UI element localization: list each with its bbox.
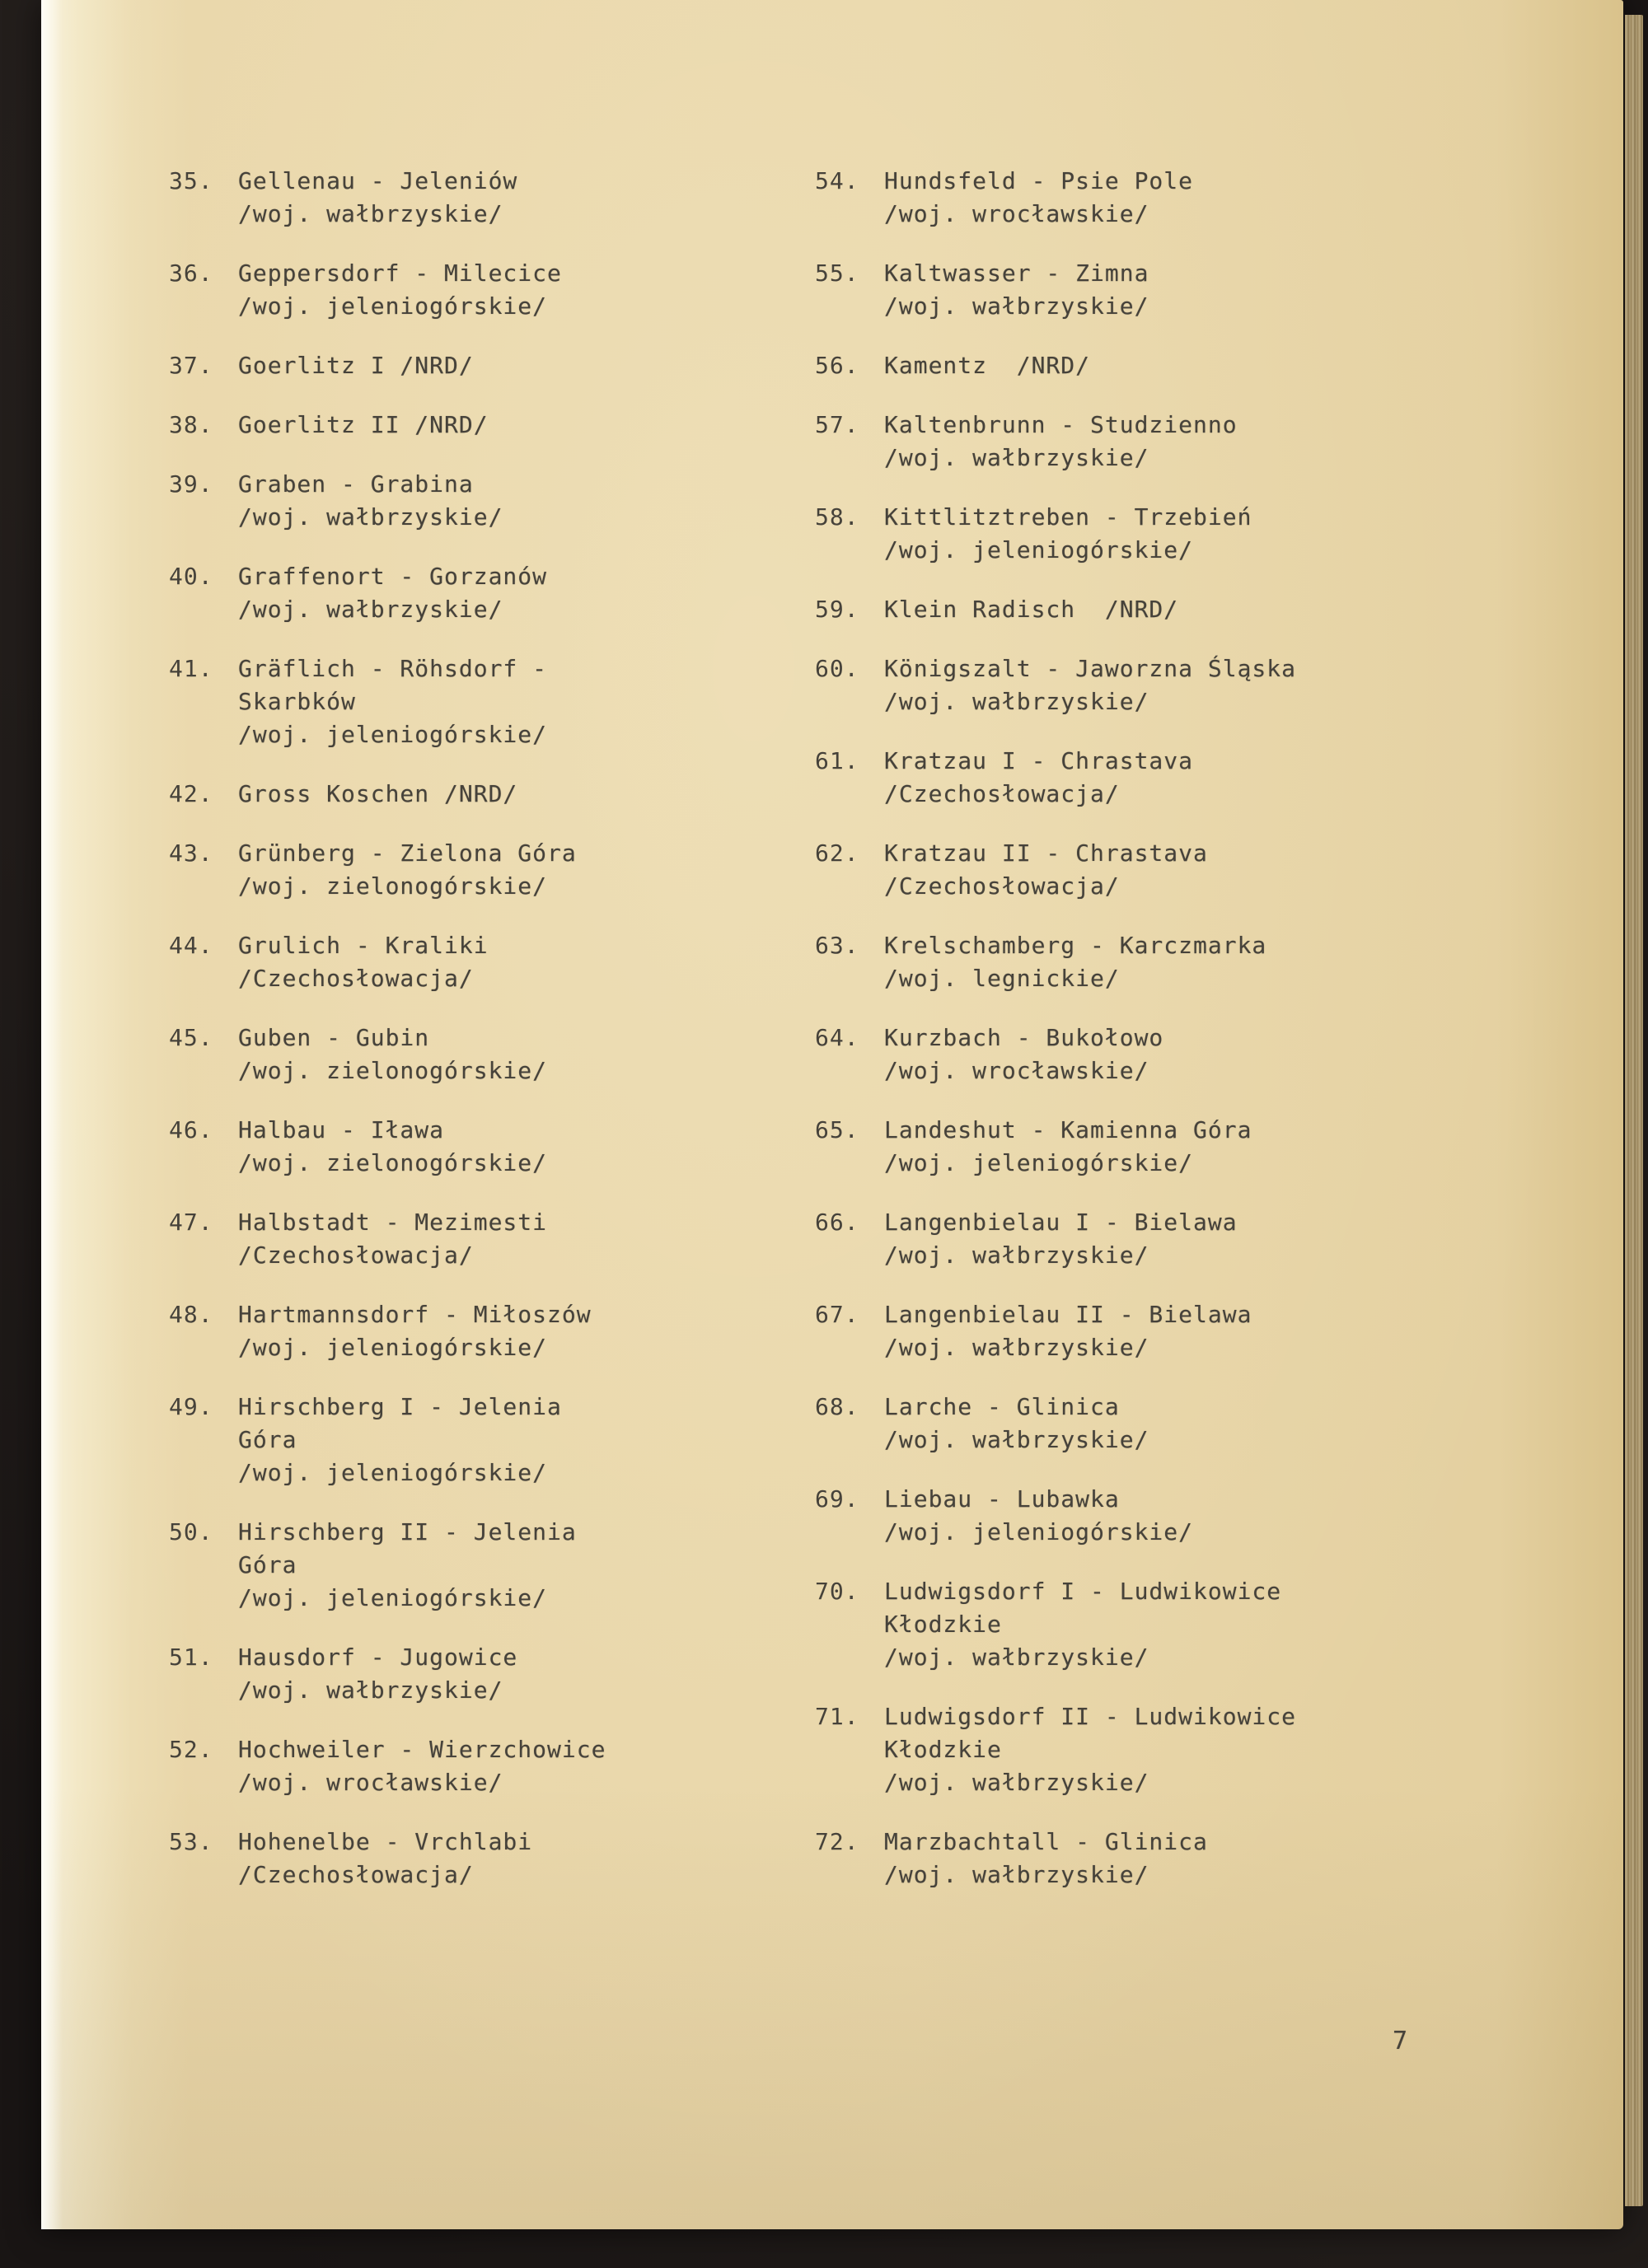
entry-line: Halbau - Iława [238,1116,445,1143]
entry-line: Kratzau II - Chrastava [884,839,1208,867]
entry-line: /Czechosłowacja/ [238,1242,474,1269]
entry-lines [238,1206,770,1272]
entry-number: 44. [169,932,213,959]
entry-line: Grulich - Kraliki [238,932,489,959]
entry-lines [238,1391,770,1489]
list-entry [169,1641,770,1707]
entry-line: Ludwigsdorf I - Ludwikowice [884,1578,1282,1605]
entry-line: /woj. wrocławskie/ [884,1057,1149,1084]
entry-line: /woj. zielonogórskie/ [238,1057,548,1084]
entry-number: 37. [169,352,213,379]
entry-line: Kurzbach - Bukołowo [884,1024,1164,1051]
entry-line: Langenbielau I - Bielawa [884,1209,1238,1236]
entry-line: Kamentz /NRD/ [884,352,1091,379]
entry-lines [884,1022,1466,1087]
entry-line: Hohenelbe - Vrchlabi [238,1828,533,1855]
entry-number: 63. [815,932,859,959]
entry-lines [238,349,770,382]
entry-line: /woj. wałbrzyskie/ [884,1426,1149,1453]
entry-number: 69. [815,1485,859,1513]
entry-number: 46. [169,1116,213,1143]
entry-number: 40. [169,563,213,590]
entry-line: Góra [238,1426,297,1453]
entry-number: 42. [169,780,213,807]
page-number: 7 [1393,2027,1409,2055]
entry-line: Hochweiler - Wierzchowice [238,1736,606,1763]
entry-line: /woj. zielonogórskie/ [238,872,548,900]
entry-number: 47. [169,1209,213,1236]
entry-line: /woj. wałbrzyskie/ [884,1334,1149,1361]
entry-lines [884,1298,1466,1364]
entry-number: 54. [815,167,859,194]
entry-line: Geppersdorf - Milecice [238,260,562,287]
entry-line: Ludwigsdorf II - Ludwikowice [884,1703,1297,1730]
list-entry [169,837,770,903]
entry-line: Goerlitz I /NRD/ [238,352,474,379]
entry-number: 70. [815,1578,859,1605]
list-entry [815,165,1466,231]
entry-lines [884,652,1466,718]
entry-number: 58. [815,503,859,531]
entry-line: /woj. legnickie/ [884,965,1120,992]
entry-line: Gellenau - Jeleniów [238,167,518,194]
entry-number: 48. [169,1301,213,1328]
entry-line: Grünberg - Zielona Góra [238,839,577,867]
entry-lines [884,1391,1466,1457]
entry-line: /woj. jeleniogórskie/ [238,1334,548,1361]
list-entry [169,468,770,534]
entry-number: 50. [169,1518,213,1546]
list-entry [169,1022,770,1087]
list-entry [815,1700,1466,1799]
entry-line: Hirschberg II - Jelenia [238,1518,577,1546]
entry-lines [884,745,1466,811]
entry-number: 67. [815,1301,859,1328]
entry-number: 62. [815,839,859,867]
entry-number: 38. [169,411,213,438]
entry-line: Landeshut - Kamienna Góra [884,1116,1252,1143]
list-entry [815,257,1466,323]
entry-lines [238,929,770,995]
entry-lines [238,1298,770,1364]
list-entry [815,349,1466,382]
entry-line: Hartmannsdorf - Miłoszów [238,1301,592,1328]
entry-line: /woj. wałbrzyskie/ [884,688,1149,715]
entry-lines [884,1700,1466,1799]
list-entry [815,1826,1466,1892]
entry-lines [884,257,1466,323]
list-entry [169,1206,770,1272]
entry-number: 36. [169,260,213,287]
entry-line: Góra [238,1551,297,1578]
list-entry [169,929,770,995]
entry-line: Klein Radisch /NRD/ [884,596,1179,623]
list-entry [169,1733,770,1799]
entry-lines [884,1826,1466,1892]
entry-line: /woj. jeleniogórskie/ [884,536,1194,563]
entry-line: Kaltenbrunn - Studzienno [884,411,1238,438]
entry-lines [238,468,770,534]
list-entry [815,1391,1466,1457]
entry-number: 71. [815,1703,859,1730]
entry-lines [238,409,770,442]
entry-line: Hausdorf - Jugowice [238,1644,518,1671]
entry-line: Guben - Gubin [238,1024,430,1051]
entries-right-column [815,165,1466,1892]
entry-lines [238,1641,770,1707]
list-entry [815,593,1466,626]
entry-line: /woj. wałbrzyskie/ [238,503,503,531]
entry-line: Langenbielau II - Bielawa [884,1301,1252,1328]
entry-lines [238,778,770,811]
list-entry [815,1114,1466,1180]
list-entry [815,1022,1466,1087]
entry-line: Liebau - Lubawka [884,1485,1120,1513]
entry-line: /woj. wałbrzyskie/ [884,1861,1149,1888]
entry-lines [238,1826,770,1892]
entry-number: 53. [169,1828,213,1855]
entry-number: 55. [815,260,859,287]
list-entry [815,1575,1466,1674]
entry-number: 60. [815,655,859,682]
entry-lines [238,1114,770,1180]
entry-lines [238,652,770,751]
entry-line: /woj. wrocławskie/ [884,200,1149,227]
entry-number: 45. [169,1024,213,1051]
entry-line: Kittlitztreben - Trzebień [884,503,1252,531]
entry-line: /woj. jeleniogórskie/ [238,292,548,320]
entry-line: Skarbków [238,688,356,715]
entry-line: Graben - Grabina [238,470,474,498]
entry-lines [238,560,770,626]
entry-line: /woj. zielonogórskie/ [238,1149,548,1176]
entry-lines [884,837,1466,903]
entry-number: 57. [815,411,859,438]
entry-lines [884,929,1466,995]
list-entry [815,929,1466,995]
list-entry [815,837,1466,903]
entry-line: Larche - Glinica [884,1393,1120,1420]
entry-number: 68. [815,1393,859,1420]
entry-line: /woj. wałbrzyskie/ [884,1644,1149,1671]
entry-lines [884,165,1466,231]
entry-line: Kłodzkie [884,1736,1002,1763]
entry-number: 35. [169,167,213,194]
list-entry [169,257,770,323]
entry-line: /Czechosłowacja/ [238,1861,474,1888]
entry-line: /woj. jeleniogórskie/ [238,721,548,748]
entry-line: /woj. wałbrzyskie/ [238,596,503,623]
entry-lines [884,1575,1466,1674]
entry-line: Halbstadt - Mezimesti [238,1209,548,1236]
entry-number: 51. [169,1644,213,1671]
entry-number: 65. [815,1116,859,1143]
entry-line: Kaltwasser - Zimna [884,260,1149,287]
list-entry [815,652,1466,718]
entry-line: /Czechosłowacja/ [884,780,1120,807]
entry-line: Königszalt - Jaworzna Śląska [884,655,1297,682]
entry-line: /woj. wałbrzyskie/ [238,1676,503,1704]
entry-line: Hirschberg I - Jelenia [238,1393,562,1420]
entry-lines [238,1733,770,1799]
entry-number: 41. [169,655,213,682]
list-entry [169,349,770,382]
list-entry [169,1826,770,1892]
entry-number: 64. [815,1024,859,1051]
entry-lines [884,501,1466,567]
list-entry [169,778,770,811]
entry-number: 49. [169,1393,213,1420]
entry-number: 66. [815,1209,859,1236]
list-entry [169,652,770,751]
entry-line: /woj. jeleniogórskie/ [238,1459,548,1486]
entry-lines [238,1022,770,1087]
entry-line: Marzbachtall - Glinica [884,1828,1208,1855]
list-entry [169,1114,770,1180]
entry-lines [884,409,1466,475]
scanned-page [41,0,1623,2229]
entry-number: 43. [169,839,213,867]
entry-line: /woj. wałbrzyskie/ [238,200,503,227]
entry-line: /woj. jeleniogórskie/ [884,1518,1194,1546]
entry-line: /woj. wałbrzyskie/ [884,1242,1149,1269]
list-entry [815,501,1466,567]
list-entry [169,1298,770,1364]
list-entry [815,409,1466,475]
entry-line: /woj. jeleniogórskie/ [238,1584,548,1611]
entry-lines [238,837,770,903]
entry-line: Gräflich - Röhsdorf - [238,655,548,682]
entry-number: 56. [815,352,859,379]
entry-lines [238,257,770,323]
entry-lines [884,593,1466,626]
entry-line: Graffenort - Gorzanów [238,563,548,590]
entry-line: /woj. wrocławskie/ [238,1769,503,1796]
binding-edge [41,0,63,2229]
entry-line: /woj. wałbrzyskie/ [884,444,1149,471]
list-entry [169,409,770,442]
list-entry [169,1391,770,1489]
list-entry [169,560,770,626]
entry-line: Krelschamberg - Karczmarka [884,932,1267,959]
entry-line: /Czechosłowacja/ [238,965,474,992]
entry-lines [884,1206,1466,1272]
list-entry [169,1516,770,1615]
page-stack-edge [1625,15,1643,2206]
entry-number: 52. [169,1736,213,1763]
list-entry [815,1206,1466,1272]
list-entry [815,745,1466,811]
entry-lines [884,1114,1466,1180]
list-entry [815,1483,1466,1549]
entry-line: /Czechosłowacja/ [884,872,1120,900]
entries-left-column [169,165,770,1892]
entry-number: 59. [815,596,859,623]
entry-line: /woj. wałbrzyskie/ [884,1769,1149,1796]
entry-line: /woj. jeleniogórskie/ [884,1149,1194,1176]
entry-line: Kratzau I - Chrastava [884,747,1194,774]
entry-number: 39. [169,470,213,498]
entry-number: 72. [815,1828,859,1855]
entry-line: Kłodzkie [884,1611,1002,1638]
entry-lines [238,1516,770,1615]
entry-number: 61. [815,747,859,774]
entry-line: Hundsfeld - Psie Pole [884,167,1194,194]
entry-lines [884,349,1466,382]
entry-line: Gross Koschen /NRD/ [238,780,518,807]
list-entry [169,165,770,231]
list-entry [815,1298,1466,1364]
entry-lines [884,1483,1466,1549]
entry-line: Goerlitz II /NRD/ [238,411,489,438]
entry-lines [238,165,770,231]
entry-line: /woj. wałbrzyskie/ [884,292,1149,320]
